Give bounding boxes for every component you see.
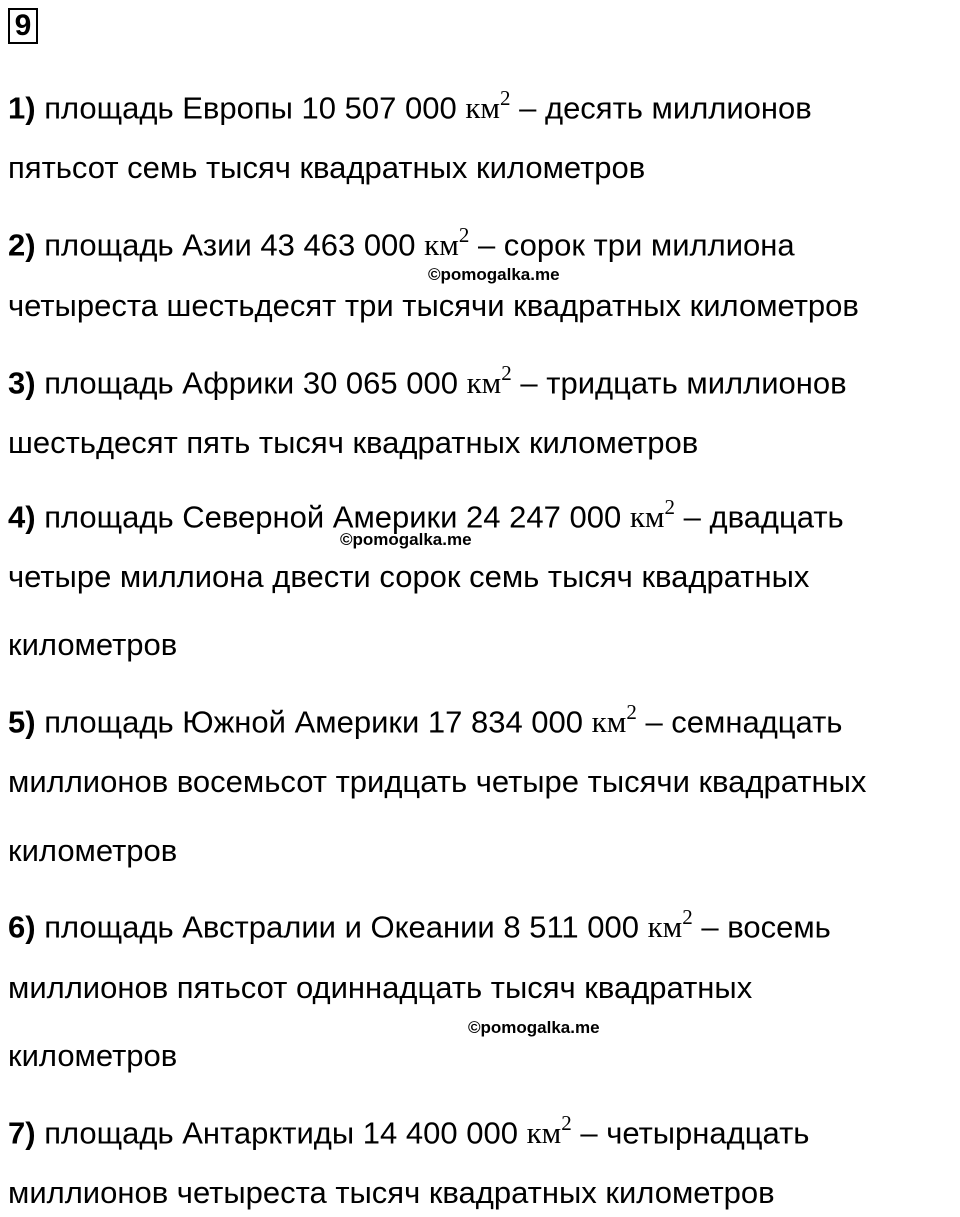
item-number: 2) xyxy=(8,227,36,263)
item-text: площадь Азии 43 463 000 xyxy=(35,227,425,263)
item-text: – семнадцать xyxy=(636,704,843,740)
unit-km2: $км^2$ xyxy=(629,495,676,535)
item-text: – тридцать миллионов xyxy=(511,365,847,401)
item-number: 4) xyxy=(8,499,36,535)
unit-km2: $км^2$ xyxy=(526,1111,572,1151)
item-text: площадь Южной Америки 17 834 000 xyxy=(35,704,592,740)
unit-km2: $км^2$ xyxy=(591,700,637,740)
item-text: – двадцать xyxy=(675,499,844,535)
item-text: – сорок три миллиона xyxy=(469,227,795,263)
item-text: площадь Антарктиды 14 400 000 xyxy=(35,1115,527,1151)
watermark: ©pomogalka.me xyxy=(340,530,472,549)
item-text: – десять миллионов xyxy=(510,90,812,126)
item-1-line-2: пятьсот семь тысяч квадратных километров xyxy=(8,150,646,185)
item-number: 5) xyxy=(8,704,36,740)
watermark: ©pomogalka.me xyxy=(468,1018,600,1037)
task-number-box: 9 xyxy=(8,8,38,44)
item-6-line-3: километров xyxy=(8,1038,178,1073)
item-6-line-1 xyxy=(8,899,831,947)
item-text: площадь Африки 30 065 000 xyxy=(35,365,467,401)
unit-km2: $км^2$ xyxy=(466,361,512,401)
item-number: 3) xyxy=(8,365,36,401)
item-4-line-3: километров xyxy=(8,627,178,662)
unit-km2: $км^2$ xyxy=(424,223,470,263)
item-number: 7) xyxy=(8,1115,36,1151)
item-text: – восемь xyxy=(692,909,831,945)
item-4-line-2: четыре миллиона двести сорок семь тысяч квадратных xyxy=(8,559,810,594)
item-2-line-2: четыреста шестьдесят три тысячи квадратных километров xyxy=(8,288,859,323)
watermark: ©pomogalka.me xyxy=(428,265,560,284)
item-5-line-1 xyxy=(8,694,842,742)
item-7-line-1 xyxy=(8,1105,809,1153)
item-text: площадь Австралии и Океании 8 511 000 xyxy=(35,909,648,945)
item-number: 6) xyxy=(8,909,36,945)
item-5-line-2: миллионов восемьсот тридцать четыре тысячи квадратных xyxy=(8,764,867,799)
item-3-line-2: шестьдесят пять тысяч квадратных километров xyxy=(8,425,699,460)
item-3-line-1 xyxy=(8,355,847,403)
unit-km2: $км^2$ xyxy=(465,86,511,126)
unit-km2: $км^2$ xyxy=(647,905,693,945)
item-2-line-1 xyxy=(8,217,795,265)
item-1-line-1 xyxy=(8,80,812,128)
item-number: 1) xyxy=(8,90,36,126)
item-text: площадь Северной Америки 24 247 000 xyxy=(35,499,630,535)
item-5-line-3: километров xyxy=(8,833,178,868)
item-text: – четырнадцать xyxy=(571,1115,810,1151)
item-7-line-2: миллионов четыреста тысяч квадратных километров xyxy=(8,1175,775,1210)
item-6-line-2: миллионов пятьсот одиннадцать тысяч квадратных xyxy=(8,970,753,1005)
item-text: площадь Европы 10 507 000 xyxy=(35,90,466,126)
